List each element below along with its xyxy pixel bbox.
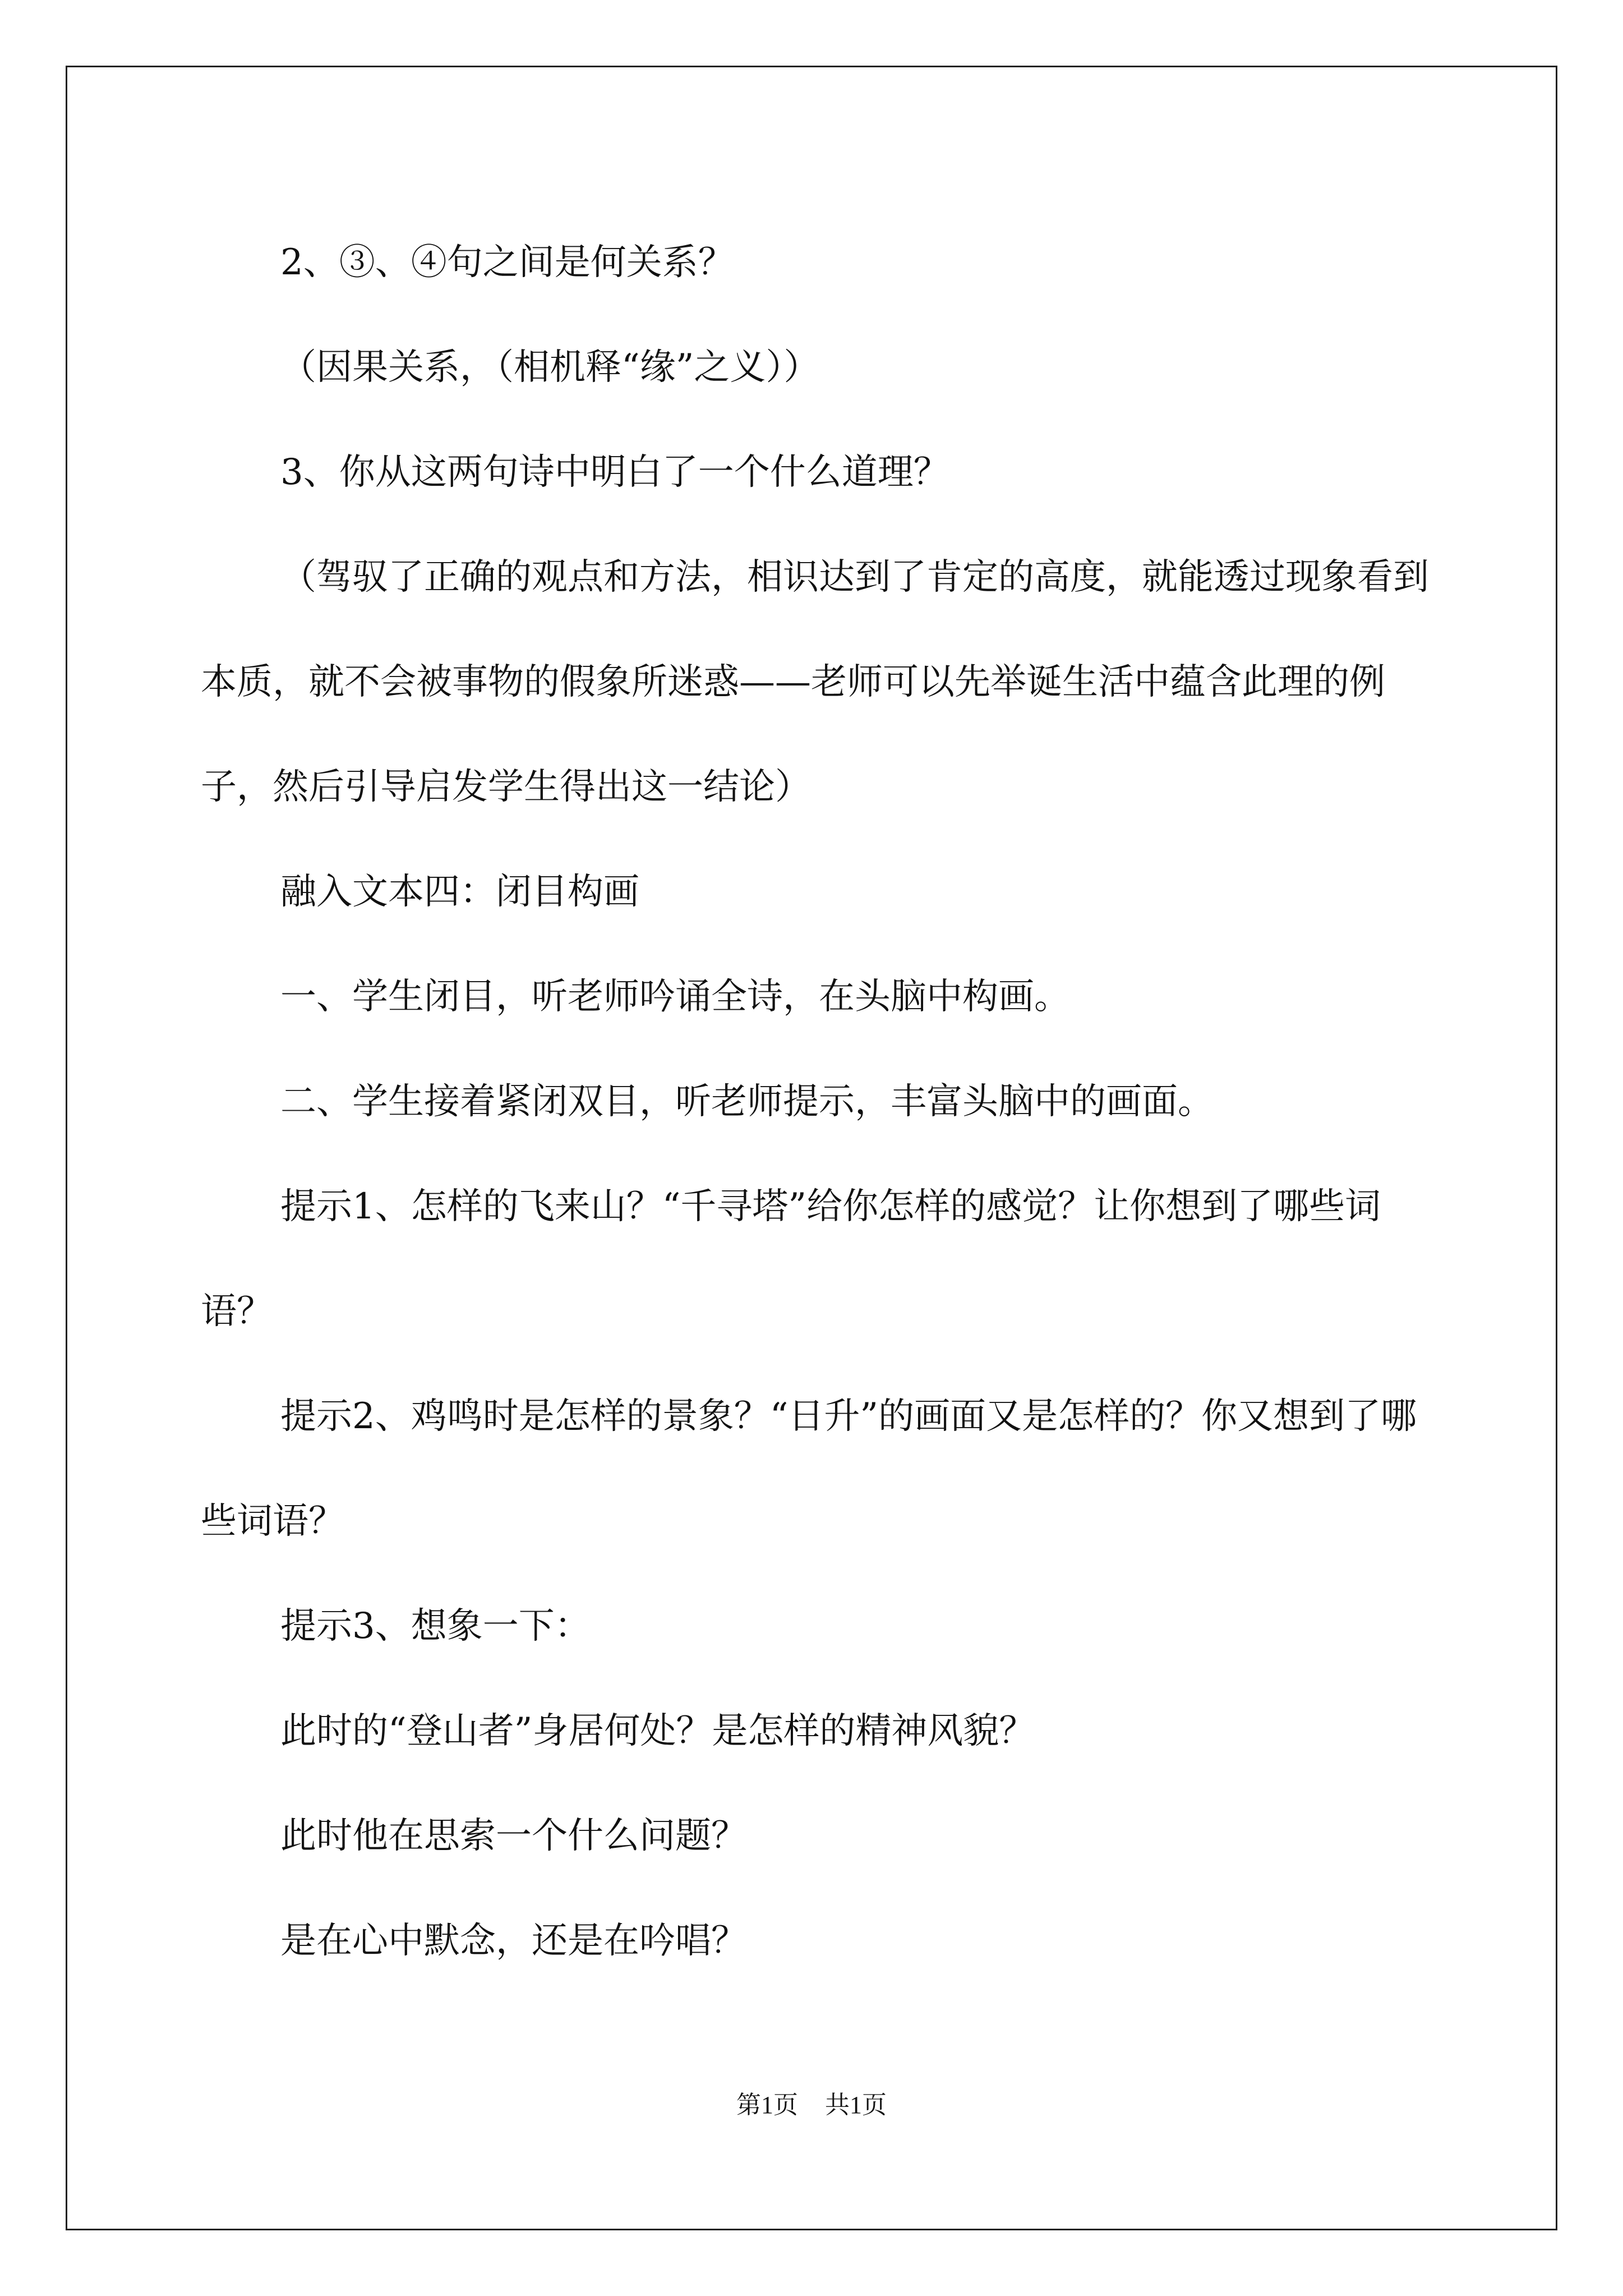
answer-2: （因果关系，（相机释“缘”之义）） <box>280 347 820 388</box>
page-number: 第1页 <box>736 2091 798 2119</box>
document-body <box>201 210 1430 1994</box>
hint-3-question-a: 此时的“登山者”身居何处？是怎样的精神风貌？ <box>280 1710 1035 1752</box>
step-one: 一、学生闭目，听老师吟诵全诗，在头脑中构画。 <box>280 976 1070 1018</box>
hint-1: 提示1、怎样的飞来山？“千寻塔”给你怎样的感觉？让你想到了哪些词语？ <box>201 1186 1381 1332</box>
answer-3: （驾驭了正确的观点和方法，相识达到了肯定的高度，就能透过现象看到本质，就不会被事物的假象所迷惑——老师可以先举诞生活中蕴含此理的例子，然后引导启发学生得出这一结论） <box>201 556 1429 808</box>
hint-3: 提示3、想象一下： <box>280 1605 591 1647</box>
hint-2: 提示2、鸡鸣时是怎样的景象？“日升”的画面又是怎样的？你又想到了哪些词语？ <box>201 1396 1417 1542</box>
step-two: 二、学生接着紧闭双目，听老师提示，丰富头脑中的画面。 <box>280 1081 1214 1122</box>
hint-3-question-b: 此时他在思索一个什么问题？ <box>280 1815 747 1857</box>
question-3: 3、你从这两句诗中明白了一个什么道理？ <box>280 452 949 493</box>
page-footer <box>0 2088 1623 2122</box>
hint-3-question-c: 是在心中默念，还是在吟唱？ <box>280 1920 747 1962</box>
page-total: 共1页 <box>825 2091 887 2119</box>
section-heading: 融入文本四：闭目构画 <box>280 871 639 913</box>
question-2: 2、③、④句之间是何关系？ <box>280 242 734 283</box>
